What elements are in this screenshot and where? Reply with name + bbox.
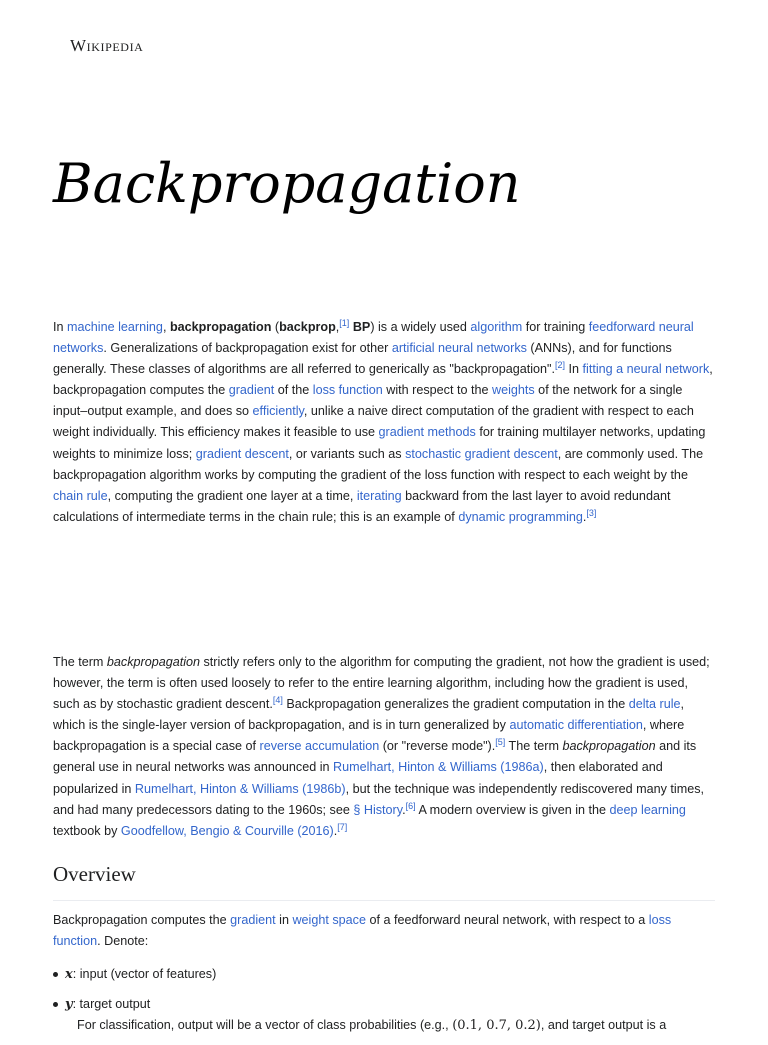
link-automatic-differentiation[interactable]: automatic differentiation — [509, 718, 643, 733]
link-iterating[interactable]: iterating — [356, 488, 402, 503]
link-deep-learning[interactable]: deep learning — [609, 802, 686, 817]
link-rumelhart-1986a[interactable]: Rumelhart, Hinton & Williams (1986a) — [333, 760, 544, 775]
link-dynamic-programming[interactable]: dynamic programming — [458, 509, 583, 524]
citation-7[interactable]: [7] — [337, 821, 348, 832]
list-item-detail: For classification, output will be a vector of class probabilities (e.g., (0.1, 0.7, 0.2), and target output is a — [77, 1018, 667, 1033]
link-reverse-accumulation[interactable]: reverse accumulation — [259, 739, 380, 754]
citation-6[interactable]: [6] — [405, 800, 416, 811]
link-weights[interactable]: weights — [491, 383, 535, 398]
link-chain-rule[interactable]: chain rule — [53, 488, 108, 503]
link-goodfellow-2016[interactable]: Goodfellow, Bengio & Courville (2016) — [120, 823, 334, 838]
link-history-section[interactable]: § History — [353, 802, 403, 817]
citation-2[interactable]: [2] — [555, 360, 566, 370]
citation-5[interactable]: [5] — [495, 737, 506, 748]
link-efficiently[interactable]: efficiently — [252, 404, 304, 419]
page-title: Backpropagation — [53, 152, 521, 215]
list-item: y: target output For classification, output will be a vector of class probabilities (e.g., (0.1, 0.7, 0.2), and target output is a — [65, 994, 715, 1036]
link-gradient-descent[interactable]: gradient descent — [195, 446, 289, 461]
link-stochastic-gradient-descent[interactable]: stochastic gradient descent — [405, 446, 558, 461]
link-machine-learning[interactable]: machine learning — [67, 320, 163, 334]
section-heading-overview: Overview — [53, 862, 136, 886]
link-delta-rule[interactable]: delta rule — [628, 697, 681, 712]
terminology-paragraph: The term backpropagation strictly refers only to the algorithm for computing the gradient, not how the gradient is used; however, the term is often used loosely to refer to the entire learning algorithm, including how the gradient is used, such as by stochastic gradient descent.[4] Backpropagation generalizes the gradient computation in the delta rule, which is the single-layer version of backpropagation, and is in turn generalized by automatic differentiation, where backpropagation is a special case of reverse accumulation (or "reverse mode").[5] The term backpropagation and its general use in neural networks was announced in Rumelhart, Hinton & Williams (1986a), then elaborated and popularized in Rumelhart, Hinton & Williams (1986b), but the technique was independently rediscovered many times, and had many predecessors dating to the 1960s; see § History.[6] A modern overview is given in the deep learning textbook by Goodfellow, Bengio & Courville (2016).[7] — [53, 655, 710, 838]
notation-list — [53, 964, 715, 1045]
math-symbol: x — [65, 967, 73, 982]
link-fitting-a-neural-network[interactable]: fitting a neural network — [582, 362, 710, 377]
link-gradient-methods[interactable]: gradient methods — [378, 425, 476, 440]
link-artificial-neural-networks[interactable]: artificial neural networks — [391, 341, 527, 356]
citation-4[interactable]: [4] — [272, 695, 283, 705]
math-expression: (0.1, 0.7, 0.2) — [452, 1018, 541, 1033]
overview-paragraph: Backpropagation computes the gradient in weight space of a feedforward neural network, with respect to a loss function. Denote: — [53, 913, 672, 949]
lead-paragraph: In machine learning, backpropagation (backprop,[1] BP) is a widely used algorithm for training feedforward neural networks. Generalizations of backpropagation exist for other artificial neural networks (ANNs), and for functions generally. These classes of algorithms are all referred to generically as "backpropagation".[2] In fitting a neural network, backpropagation computes the gradient of the loss function with respect to the weights of the network for a single input–output example, and does so efficiently, unlike a naive direct computation of the gradient with respect to each weight individually. This efficiency makes it feasible to use gradient methods for training multilayer networks, updating weights to minimize loss; gradient descent, or variants such as stochastic gradient descent, are commonly used. The backpropagation algorithm works by computing the gradient of the loss function with respect to each weight by the chain rule, computing the gradient one layer at a time, iterating backward from the last layer to avoid redundant calculations of intermediate terms in the chain rule; this is an example of dynamic programming.[3] — [53, 317, 713, 524]
math-symbol: y — [65, 997, 73, 1012]
list-item: x: input (vector of features) — [65, 964, 715, 985]
link-loss-function-overview[interactable]: loss function — [53, 913, 672, 949]
link-rumelhart-1986b[interactable]: Rumelhart, Hinton & Williams (1986b) — [134, 781, 346, 796]
citation-3[interactable]: [3] — [586, 507, 597, 518]
overview-section-header — [53, 862, 715, 901]
link-loss-function[interactable]: loss function — [312, 383, 383, 398]
link-gradient-overview[interactable]: gradient — [230, 913, 276, 927]
citation-1[interactable]: [1] — [339, 317, 350, 328]
wikipedia-wordmark[interactable]: Wikipedia — [70, 36, 144, 55]
link-feedforward-neural-networks[interactable]: feedforward neural networks — [53, 320, 694, 356]
link-algorithm[interactable]: algorithm — [470, 320, 523, 334]
link-gradient[interactable]: gradient — [228, 383, 275, 398]
link-weight-space[interactable]: weight space — [292, 913, 366, 927]
